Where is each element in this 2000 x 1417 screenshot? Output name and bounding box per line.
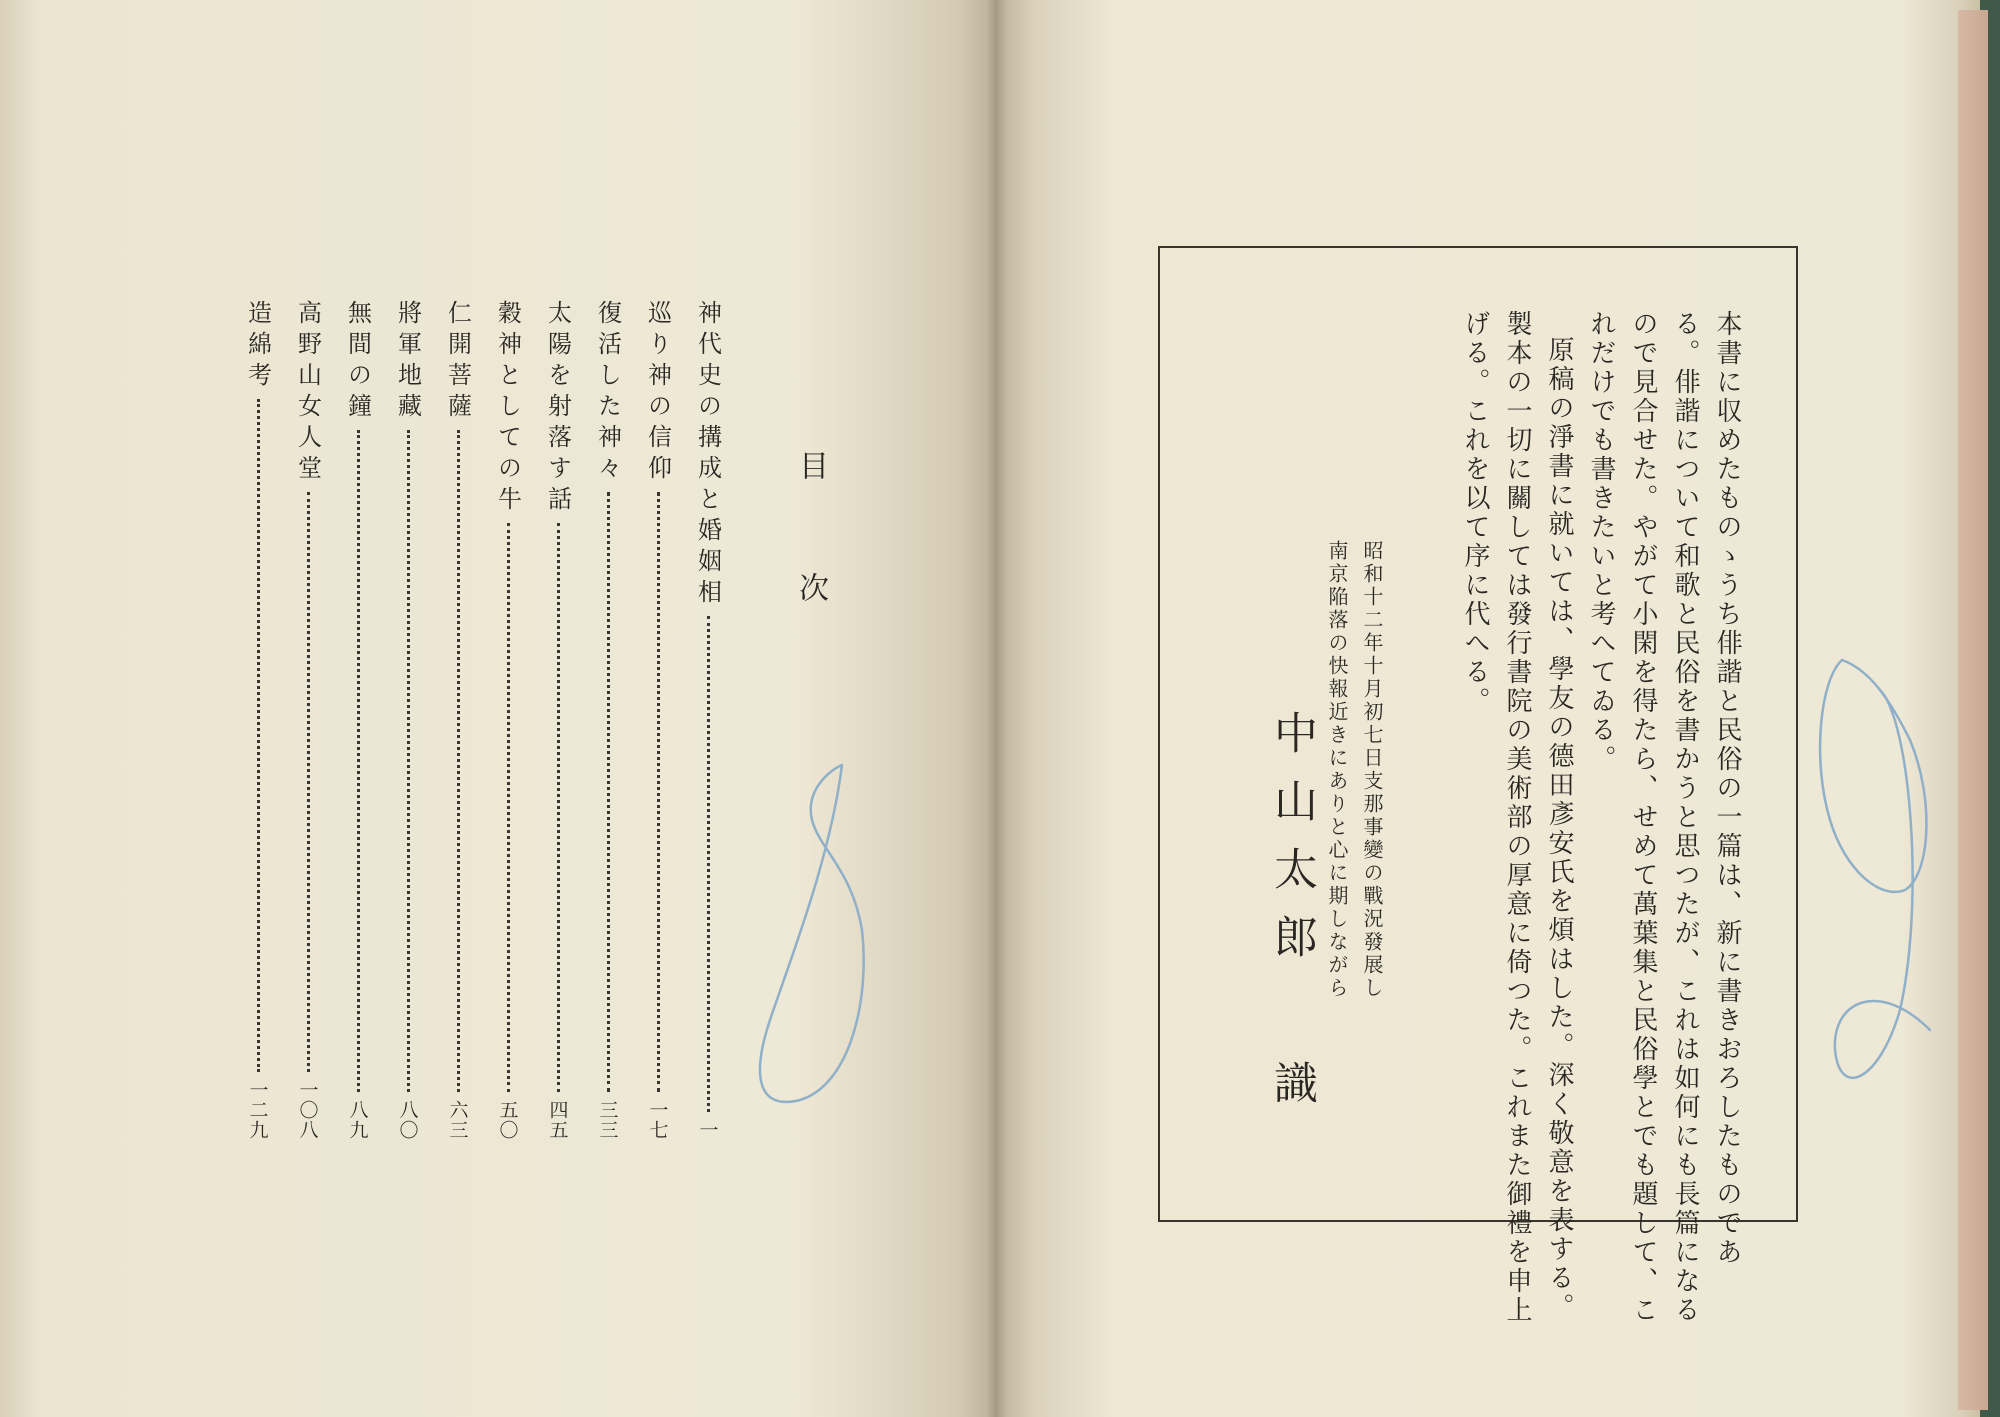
toc-entry: [240, 300, 276, 1140]
toc-leader-dots: [707, 616, 710, 1112]
preface-line: る。俳諧について和歌と民俗を書かうと思つたが、これは如何にも長篇になる: [1670, 310, 1700, 1325]
toc-entry: [640, 300, 676, 1140]
toc-entry: [490, 300, 526, 1140]
toc-entry-page: 四五: [546, 1100, 569, 1140]
toc-entry-title: 巡り神の信仰: [643, 300, 672, 486]
toc-leader-dots: [357, 430, 360, 1092]
toc-entry-page: 一七: [646, 1100, 669, 1140]
preface-date-line-1: 昭和十二年十月初七日支那事變の戰況發展し: [1360, 540, 1384, 1000]
preface-author: 中山太郎: [1266, 710, 1317, 982]
toc-leader-dots: [457, 430, 460, 1092]
toc-entry: [390, 300, 426, 1140]
toc-entry-title: 高野山女人堂: [293, 300, 322, 486]
toc-entry-title: 穀神としての牛: [493, 300, 522, 517]
toc-entry: [540, 300, 576, 1140]
toc-leader-dots: [257, 399, 260, 1072]
toc-entry-title: 太陽を射落す話: [543, 300, 572, 517]
preface-line: 本書に収めたものゝうち俳諧と民俗の一篇は、新に書きおろしたものであ: [1712, 310, 1742, 1267]
toc-entry-page: 六三: [446, 1100, 469, 1140]
preface-line: れだけでも書きたいと考へてゐる。: [1586, 310, 1616, 774]
toc-leader-dots: [557, 523, 560, 1092]
toc-leader-dots: [407, 430, 410, 1092]
preface-line: 原稿の淨書に就いては、學友の德田彥安氏を煩はした。深く敬意を表する。: [1544, 336, 1574, 1322]
toc-entry-page: 八九: [346, 1100, 369, 1140]
toc-leader-dots: [307, 492, 310, 1072]
toc-entry: [290, 300, 326, 1140]
toc-entry-page: 一二九: [246, 1080, 269, 1140]
toc-entry-title: 復活した神々: [593, 300, 622, 486]
toc-entry-title: 造綿考: [243, 300, 272, 393]
toc-entry-page: 一〇八: [296, 1080, 319, 1140]
toc-entry: [590, 300, 626, 1140]
toc-leader-dots: [507, 523, 510, 1092]
toc-leader-dots: [607, 492, 610, 1092]
toc-entry-title: 將軍地藏: [393, 300, 422, 424]
preface-date-line-2: 南京陥落の快報近きにありと心に期しながら: [1325, 540, 1349, 1000]
page-edge: [1958, 10, 1988, 1410]
preface-author-suffix: 識: [1266, 1060, 1317, 1104]
toc-entry: [690, 300, 726, 1140]
toc-entry-title: 神代史の搆成と婚姻相: [693, 300, 722, 610]
toc-entry: [440, 300, 476, 1140]
toc-entry-title: 仁開菩薩: [443, 300, 472, 424]
book-gutter: [985, 0, 1007, 1417]
preface-line: ので見合せた。やがて小閑を得たら、せめて萬葉集と民俗學とでも題して、こ: [1628, 310, 1658, 1325]
toc-entry-page: 五〇: [496, 1100, 519, 1140]
toc-leader-dots: [657, 492, 660, 1092]
toc-entry-page: 三三: [596, 1100, 619, 1140]
preface-line: げる。これを以て序に代へる。: [1460, 310, 1490, 716]
toc-entry-page: 八〇: [396, 1100, 419, 1140]
toc-title: 目次: [793, 450, 828, 694]
preface-line: 製本の一切に關しては發行書院の美術部の厚意に倚つた。これまた御禮を申上: [1502, 310, 1532, 1325]
toc-entry-title: 無間の鐘: [343, 300, 372, 424]
toc-entry: [340, 300, 376, 1140]
toc-entry-page: 一: [696, 1120, 719, 1140]
